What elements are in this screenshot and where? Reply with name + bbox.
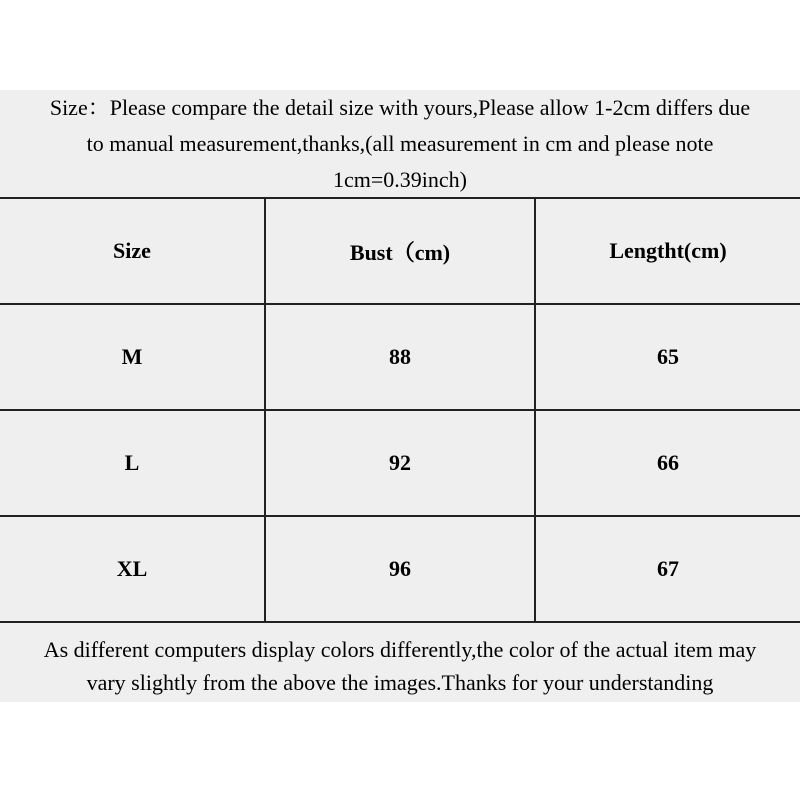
bust-cell: 96 (265, 516, 535, 622)
column-header-length: Lengtht(cm) (535, 198, 800, 304)
table-header-row (0, 198, 800, 304)
table-row (0, 516, 800, 622)
table-row (0, 304, 800, 410)
length-cell: 67 (535, 516, 800, 622)
outro-line-1: As different computers display colors differently,the color of the actual item may (43, 637, 757, 662)
column-header-bust: Bust（cm) (265, 198, 535, 304)
size-cell: M (0, 304, 265, 410)
length-cell: 66 (535, 410, 800, 516)
size-table (0, 197, 800, 623)
intro-line-2: to manual measurement,thanks,(all measurement in cm and please note (86, 131, 714, 156)
color-disclaimer (0, 633, 800, 702)
intro-line-3: 1cm=0.39inch) (333, 167, 467, 192)
bust-cell: 92 (265, 410, 535, 516)
size-intro-note (0, 90, 800, 197)
size-chart-sheet (0, 90, 800, 702)
size-cell: L (0, 410, 265, 516)
size-cell: XL (0, 516, 265, 622)
column-header-size: Size (0, 198, 265, 304)
length-cell: 65 (535, 304, 800, 410)
table-row (0, 410, 800, 516)
outro-line-2: vary slightly from the above the images.Thanks for your understanding (86, 670, 714, 695)
bust-cell: 88 (265, 304, 535, 410)
intro-line-1: Size：Please compare the detail size with yours,Please allow 1-2cm differs due (49, 95, 751, 120)
